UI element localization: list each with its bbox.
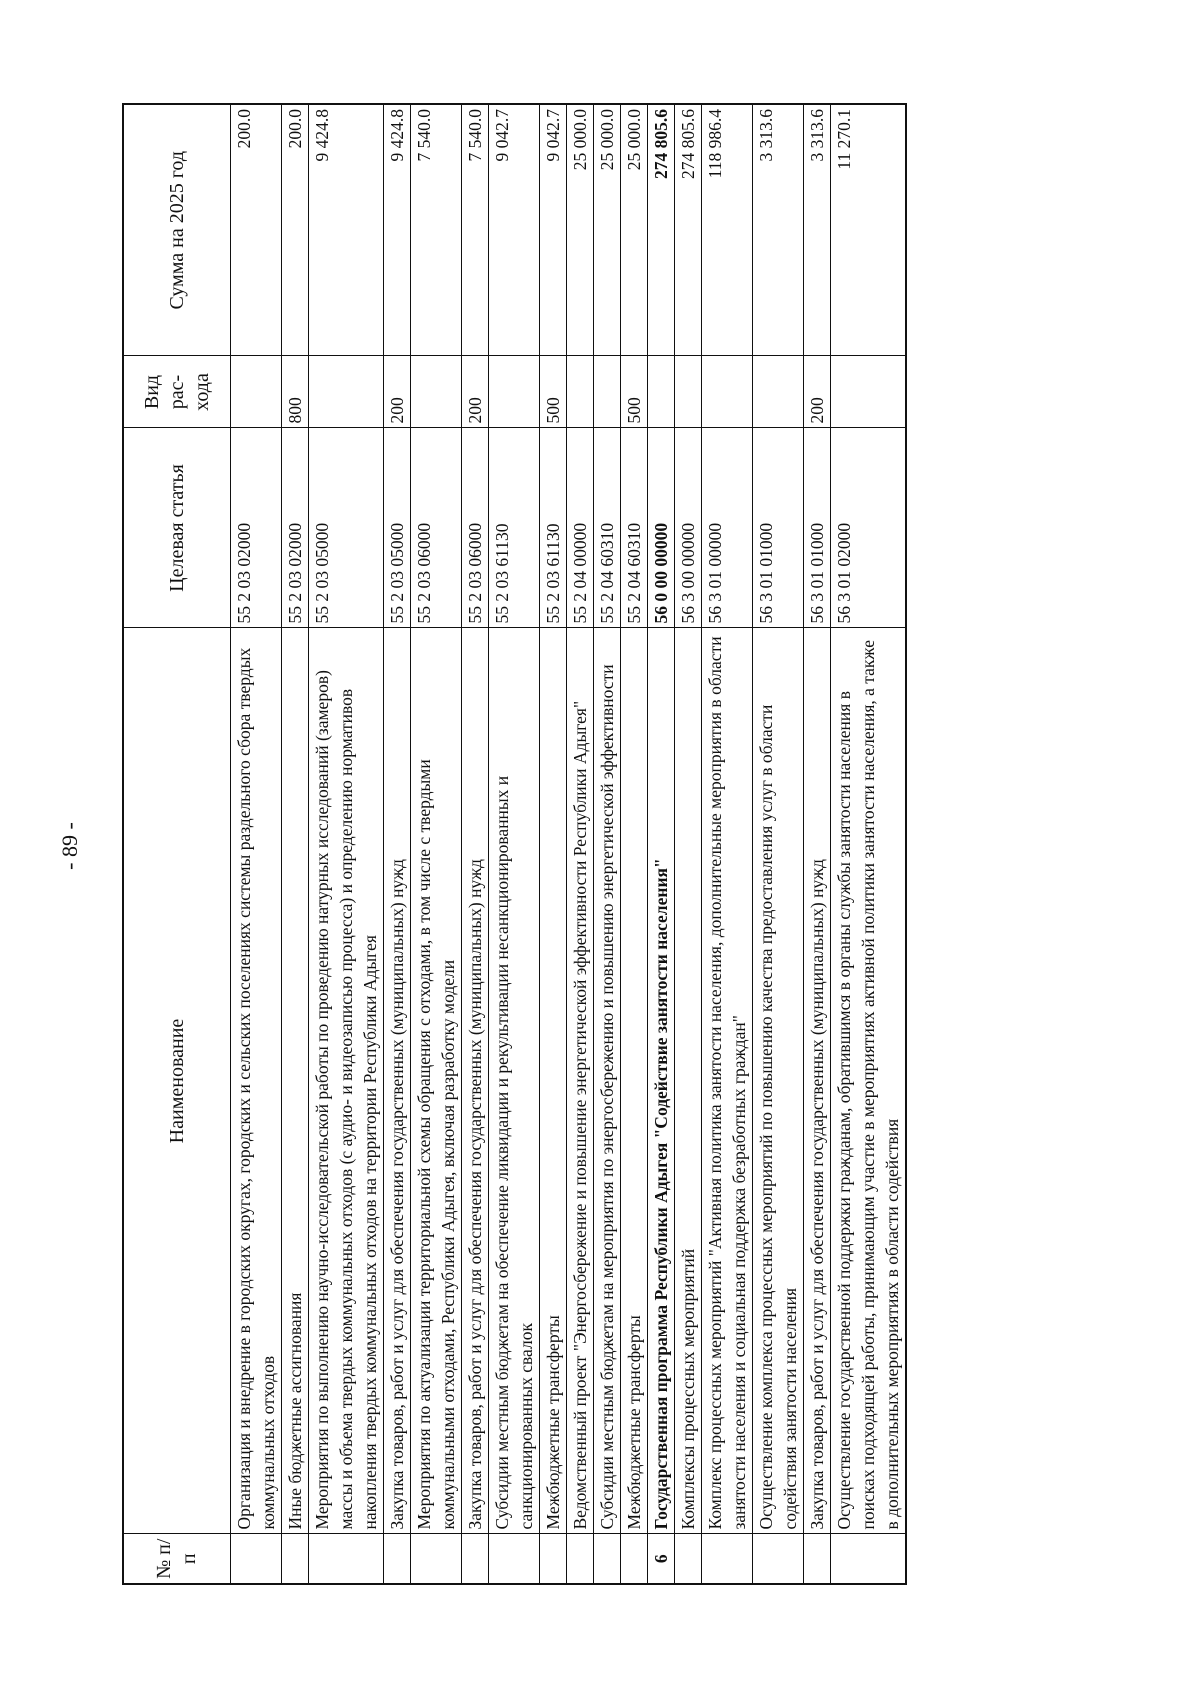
- row-sum: 3 313.6: [804, 104, 831, 356]
- row-number: [462, 1534, 489, 1584]
- row-number: [831, 1534, 907, 1584]
- row-sum: 7 540.0: [411, 104, 462, 356]
- row-code: 55 2 03 05000: [384, 428, 411, 628]
- table-body: [231, 104, 907, 1584]
- page-number: - 89 -: [57, 822, 82, 870]
- table-row: [804, 104, 831, 1584]
- table-row: [462, 104, 489, 1584]
- row-code: 56 3 01 00000: [702, 428, 753, 628]
- table-row: [621, 104, 648, 1584]
- row-sum: 274 805.6: [648, 104, 675, 356]
- budget-table-container: [122, 105, 1082, 1585]
- row-name: Межбюджетные трансферты: [540, 628, 567, 1534]
- row-name: Ведомственный проект "Энергосбережение и повышение энергетической эффективности Республики Адыгея": [567, 628, 594, 1534]
- row-number: [540, 1534, 567, 1584]
- row-code: 55 2 04 60310: [621, 428, 648, 628]
- row-number: [489, 1534, 540, 1584]
- row-number: [384, 1534, 411, 1584]
- row-number: [282, 1534, 309, 1584]
- header-code: Целевая статья: [123, 428, 231, 628]
- row-expense-type: 200: [384, 356, 411, 428]
- row-code: 55 2 03 02000: [282, 428, 309, 628]
- row-expense-type: 200: [462, 356, 489, 428]
- row-expense-type: [831, 356, 907, 428]
- row-code: 55 2 03 06000: [462, 428, 489, 628]
- row-code: 56 3 00 00000: [675, 428, 702, 628]
- table-row: [282, 104, 309, 1584]
- header-sum: Сумма на 2025 год: [123, 104, 231, 356]
- row-sum: 7 540.0: [462, 104, 489, 356]
- row-sum: 274 805.6: [675, 104, 702, 356]
- table-row: [831, 104, 907, 1584]
- row-name: Иные бюджетные ассигнования: [282, 628, 309, 1534]
- row-number: [804, 1534, 831, 1584]
- table-row: [540, 104, 567, 1584]
- row-name: Осуществление комплекса процессных мероприятий по повышению качества предоставления услуг в области содействия занятости населения: [753, 628, 804, 1534]
- row-name: Субсидии местным бюджетам на мероприятия по энергосбережению и повышению энергетической эффективности: [594, 628, 621, 1534]
- row-code: 56 3 01 02000: [831, 428, 907, 628]
- row-expense-type: [309, 356, 384, 428]
- row-name: Мероприятия по выполнению научно-исследовательской работы по проведению натурных исследований (замеров) массы и объема твердых коммунальных отходов (с аудио- и видеозаписью процесса) и определению нормативов накопления твердых коммунальных отходов на территории Республики Адыгея: [309, 628, 384, 1534]
- row-number: [675, 1534, 702, 1584]
- row-sum: 200.0: [282, 104, 309, 356]
- table-row: [648, 104, 675, 1584]
- header-num: № п/п: [123, 1534, 231, 1584]
- row-code: 55 2 03 06000: [411, 428, 462, 628]
- row-name: Государственная программа Республики Адыгея "Содействие занятости населения": [648, 628, 675, 1534]
- table-row: [702, 104, 753, 1584]
- table-row: [384, 104, 411, 1584]
- row-sum: 9 424.8: [309, 104, 384, 356]
- row-expense-type: 800: [282, 356, 309, 428]
- header-name: Наименование: [123, 628, 231, 1534]
- row-code: 55 2 03 02000: [231, 428, 282, 628]
- row-expense-type: [648, 356, 675, 428]
- table-row: [489, 104, 540, 1584]
- row-code: 55 2 03 05000: [309, 428, 384, 628]
- table-row: [594, 104, 621, 1584]
- row-name: Закупка товаров, работ и услуг для обеспечения государственных (муниципальных) нужд: [804, 628, 831, 1534]
- row-expense-type: [567, 356, 594, 428]
- row-sum: 200.0: [231, 104, 282, 356]
- row-sum: 9 042.7: [489, 104, 540, 356]
- row-number: [621, 1534, 648, 1584]
- row-expense-type: [489, 356, 540, 428]
- row-number: [231, 1534, 282, 1584]
- row-number: [309, 1534, 384, 1584]
- row-name: Комплекс процессных мероприятий "Активная политика занятости населения, дополнительные мероприятия в области занятости населения и социальная поддержка безработных граждан": [702, 628, 753, 1534]
- row-expense-type: [753, 356, 804, 428]
- row-sum: 3 313.6: [753, 104, 804, 356]
- row-sum: 25 000.0: [567, 104, 594, 356]
- row-name: Закупка товаров, работ и услуг для обеспечения государственных (муниципальных) нужд: [384, 628, 411, 1534]
- row-sum: 25 000.0: [621, 104, 648, 356]
- row-number: [702, 1534, 753, 1584]
- row-number: [753, 1534, 804, 1584]
- row-sum: 9 424.8: [384, 104, 411, 356]
- header-type: Вид рас- хода: [123, 356, 231, 428]
- budget-table: [122, 103, 907, 1585]
- row-number: [594, 1534, 621, 1584]
- row-expense-type: [675, 356, 702, 428]
- row-name: Мероприятия по актуализации территориальной схемы обращения с отходами, в том числе с твердыми коммунальными отходами, Республики Адыгея, включая разработку модели: [411, 628, 462, 1534]
- row-name: Субсидии местным бюджетам на обеспечение ликвидации и рекультивации несанкционированных и санкционированных свалок: [489, 628, 540, 1534]
- table-row: [675, 104, 702, 1584]
- row-sum: 118 986.4: [702, 104, 753, 356]
- row-name: Межбюджетные трансферты: [621, 628, 648, 1534]
- row-expense-type: [231, 356, 282, 428]
- row-name: Организация и внедрение в городских округах, городских и сельских поселениях системы раздельного сбора твердых коммунальных отходов: [231, 628, 282, 1534]
- row-expense-type: 200: [804, 356, 831, 428]
- row-code: 56 3 01 01000: [804, 428, 831, 628]
- table-row: [567, 104, 594, 1584]
- table-row: [753, 104, 804, 1584]
- row-number: 6: [648, 1534, 675, 1584]
- row-expense-type: [411, 356, 462, 428]
- row-sum: 11 270.1: [831, 104, 907, 356]
- table-header-row: [123, 104, 231, 1584]
- row-number: [411, 1534, 462, 1584]
- row-expense-type: [594, 356, 621, 428]
- row-code: 56 3 01 01000: [753, 428, 804, 628]
- row-number: [567, 1534, 594, 1584]
- row-sum: 25 000.0: [594, 104, 621, 356]
- row-code: 55 2 04 60310: [594, 428, 621, 628]
- row-code: 56 0 00 00000: [648, 428, 675, 628]
- row-code: 55 2 04 00000: [567, 428, 594, 628]
- row-code: 55 2 03 61130: [489, 428, 540, 628]
- row-name: Закупка товаров, работ и услуг для обеспечения государственных (муниципальных) нужд: [462, 628, 489, 1534]
- row-expense-type: 500: [540, 356, 567, 428]
- table-row: [411, 104, 462, 1584]
- row-code: 55 2 03 61130: [540, 428, 567, 628]
- row-name: Осуществление государственной поддержки гражданам, обратившимся в органы службы занятости населения в поисках подходящей работы, принимающим участие в мероприятиях активной политики занятости населения, а также в дополнительных мероприятиях в области содействия: [831, 628, 907, 1534]
- table-row: [309, 104, 384, 1584]
- table-row: [231, 104, 282, 1584]
- row-expense-type: [702, 356, 753, 428]
- row-sum: 9 042.7: [540, 104, 567, 356]
- row-name: Комплексы процессных мероприятий: [675, 628, 702, 1534]
- row-expense-type: 500: [621, 356, 648, 428]
